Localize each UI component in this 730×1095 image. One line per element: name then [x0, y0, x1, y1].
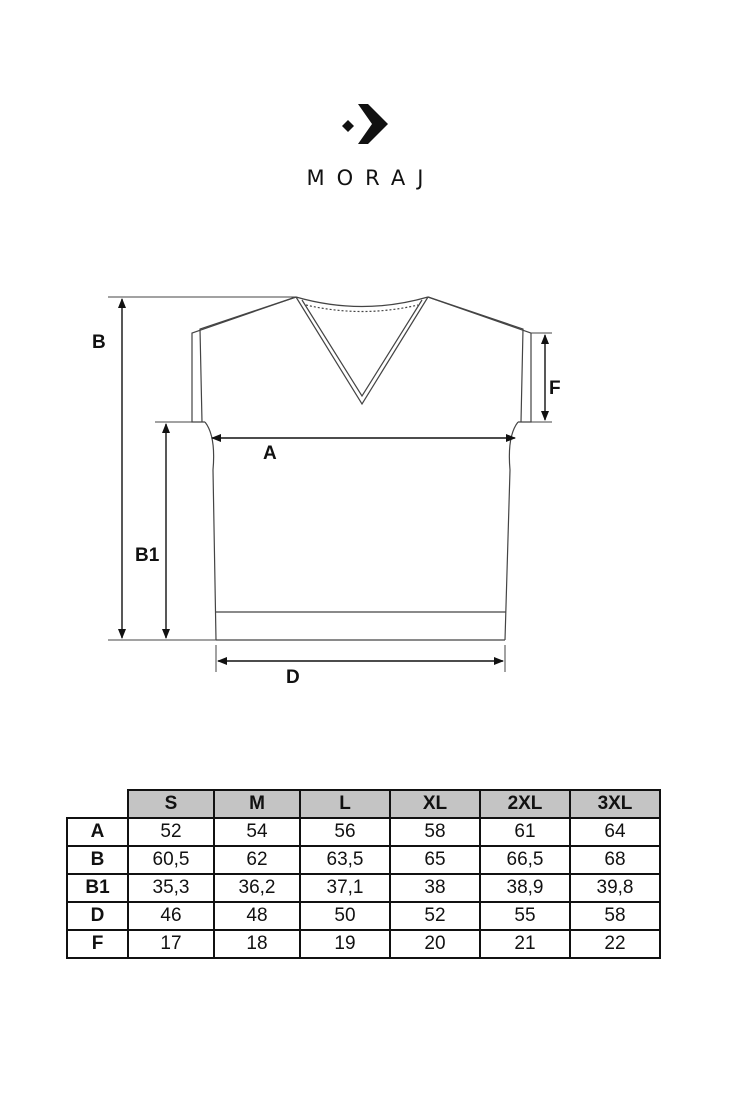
- table-cell: 38,9: [480, 874, 570, 902]
- table-cell: 52: [128, 818, 214, 846]
- table-cell: 54: [214, 818, 300, 846]
- table-cell: 37,1: [300, 874, 390, 902]
- table-cell: 22: [570, 930, 660, 958]
- row-label-d: D: [67, 902, 128, 930]
- table-row: [67, 846, 660, 874]
- table-cell: 50: [300, 902, 390, 930]
- dimension-label-a: A: [263, 443, 277, 464]
- size-header-m: M: [214, 790, 300, 818]
- table-cell: 65: [390, 846, 480, 874]
- table-row: [67, 902, 660, 930]
- size-header-3xl: 3XL: [570, 790, 660, 818]
- table-cell: 55: [480, 902, 570, 930]
- row-label-f: F: [67, 930, 128, 958]
- table-cell: 61: [480, 818, 570, 846]
- table-cell: 20: [390, 930, 480, 958]
- garment-outline: [192, 297, 531, 640]
- dimension-label-f: F: [549, 378, 561, 399]
- table-row: [67, 930, 660, 958]
- table-row: [67, 874, 660, 902]
- table-cell: 62: [214, 846, 300, 874]
- table-cell: 58: [390, 818, 480, 846]
- table-cell: 48: [214, 902, 300, 930]
- table-cell: 60,5: [128, 846, 214, 874]
- dimension-label-b: B: [92, 332, 106, 353]
- table-cell: 64: [570, 818, 660, 846]
- table-cell: 17: [128, 930, 214, 958]
- row-label-a: A: [67, 818, 128, 846]
- table-cell: 35,3: [128, 874, 214, 902]
- size-header-xl: XL: [390, 790, 480, 818]
- table-cell: 52: [390, 902, 480, 930]
- table-cell: 46: [128, 902, 214, 930]
- table-cell: 19: [300, 930, 390, 958]
- size-header-row: [67, 790, 660, 818]
- table-cell: 38: [390, 874, 480, 902]
- table-row: [67, 818, 660, 846]
- table-cell: 39,8: [570, 874, 660, 902]
- size-header-l: L: [300, 790, 390, 818]
- row-label-b: B: [67, 846, 128, 874]
- table-cell: 66,5: [480, 846, 570, 874]
- table-cell: 56: [300, 818, 390, 846]
- brand-name: MORAJ: [306, 166, 436, 190]
- size-header-s: S: [128, 790, 214, 818]
- table-cell: 36,2: [214, 874, 300, 902]
- table-corner: [67, 790, 128, 818]
- size-header-2xl: 2XL: [480, 790, 570, 818]
- table-cell: 21: [480, 930, 570, 958]
- row-label-b1: B1: [67, 874, 128, 902]
- table-cell: 63,5: [300, 846, 390, 874]
- table-cell: 68: [570, 846, 660, 874]
- table-cell: 58: [570, 902, 660, 930]
- dimension-label-b1: B1: [135, 545, 160, 566]
- dimension-label-d: D: [286, 667, 300, 688]
- dimension-arrows: [122, 299, 545, 661]
- size-table: [66, 789, 661, 959]
- table-cell: 18: [214, 930, 300, 958]
